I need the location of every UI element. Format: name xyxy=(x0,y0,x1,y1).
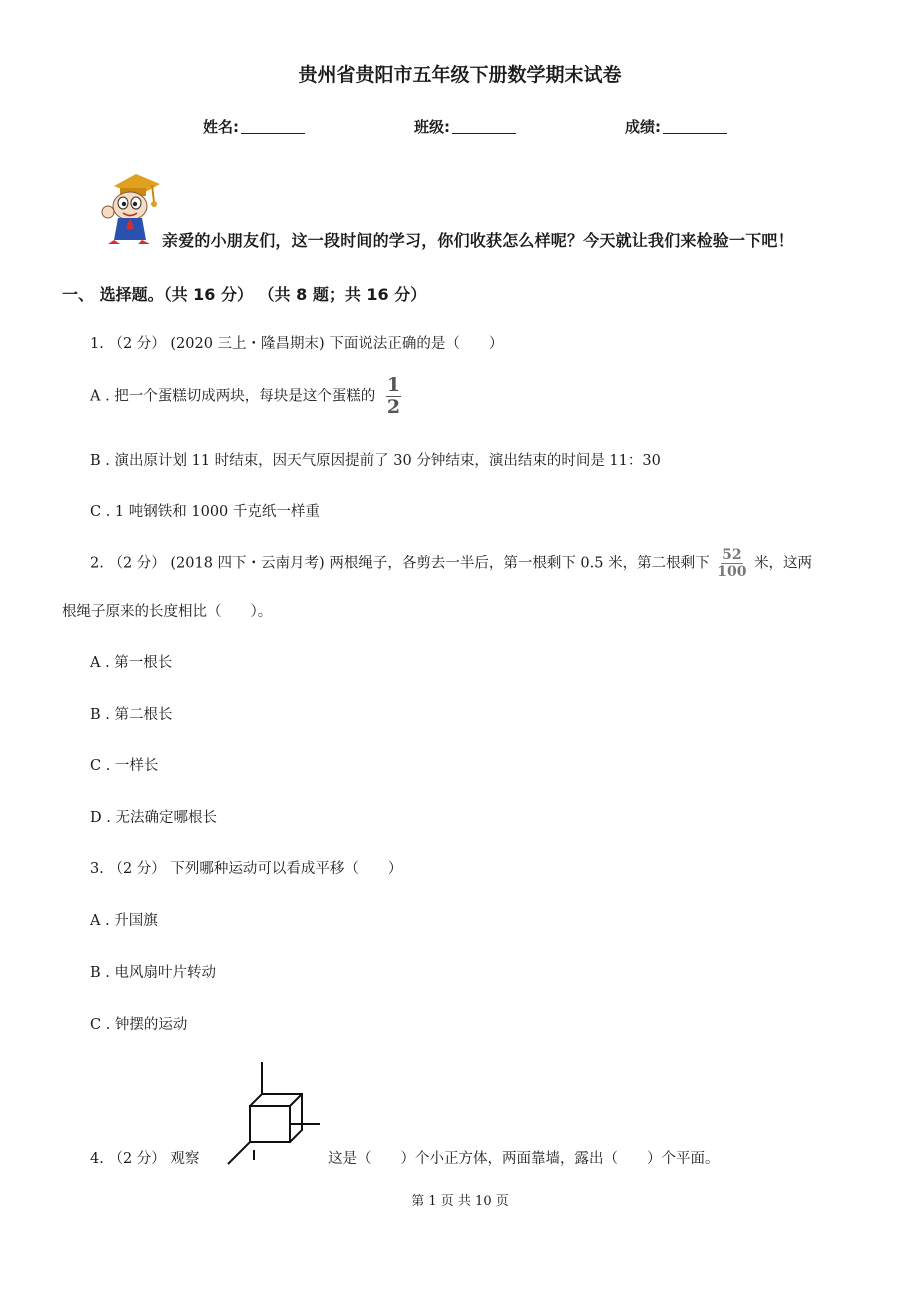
question-4-stem-suffix: 这是（ ）个小正方体，两面靠墙，露出（ ）个平面。 xyxy=(328,1151,720,1167)
question-2-option-d[interactable]: D . 无法确定哪根长 xyxy=(90,810,217,826)
question-2-stem-line2: 根绳子原来的长度相比（ ）。 xyxy=(62,604,273,620)
fraction-denominator: 100 xyxy=(717,564,747,580)
name-field xyxy=(203,116,305,137)
question-2-option-a[interactable]: A . 第一根长 xyxy=(90,655,173,671)
question-1-stem: 1. （2 分） (2020 三上・隆昌期末) 下面说法正确的是（ ） xyxy=(90,336,504,352)
fraction-numerator: 1 xyxy=(386,374,401,396)
question-2-stem xyxy=(90,548,812,579)
page-footer: 第 1 页 共 10 页 xyxy=(411,1194,509,1209)
class-label: 班级: xyxy=(414,118,450,136)
score-field xyxy=(625,116,727,137)
name-blank[interactable] xyxy=(241,119,305,134)
question-2-stem-part1: 2. （2 分） (2018 四下・云南月考) 两根绳子，各剪去一半后，第一根剩下 0.5 米，第二根剩下 xyxy=(90,555,710,572)
fraction-numerator: 52 xyxy=(722,547,742,563)
mascot-illustration xyxy=(90,168,168,246)
class-blank[interactable] xyxy=(452,119,516,134)
question-1-option-c[interactable]: C . 1 吨钢铁和 1000 千克纸一样重 xyxy=(90,504,320,520)
class-field xyxy=(414,116,516,137)
question-2-stem-part2: 米，这两 xyxy=(754,555,813,572)
question-4-stem-prefix: 4. （2 分） 观察 xyxy=(90,1151,200,1167)
option-text: A . 把一个蛋糕切成两块，每块是这个蛋糕的 xyxy=(90,388,376,405)
cube-corner-figure xyxy=(224,1060,324,1168)
question-2-option-b[interactable]: B . 第二根长 xyxy=(90,707,173,723)
greeting-text: 亲爱的小朋友们，这一段时间的学习，你们收获怎么样呢？今天就让我们来检验一下吧！ xyxy=(162,231,794,250)
question-1-option-b[interactable]: B . 演出原计划 11 时结束，因天气原因提前了 30 分钟结束，演出结束的时间是 11：30 xyxy=(90,453,661,469)
question-3-stem: 3. （2 分） 下列哪种运动可以看成平移（ ） xyxy=(90,861,403,877)
page-title: 贵州省贵阳市五年级下册数学期末试卷 xyxy=(298,64,622,86)
name-label: 姓名: xyxy=(203,118,239,136)
section-title-choice: 一、 选择题。（共 16 分） （共 8 题；共 16 分） xyxy=(62,285,427,304)
question-1-option-a[interactable] xyxy=(90,376,401,417)
fraction-one-half xyxy=(386,376,401,417)
fraction-52-100 xyxy=(717,548,746,579)
question-3-option-b[interactable]: B . 电风扇叶片转动 xyxy=(90,965,216,981)
question-2-option-c[interactable]: C . 一样长 xyxy=(90,758,159,774)
question-3-option-a[interactable]: A . 升国旗 xyxy=(90,913,158,929)
score-blank[interactable] xyxy=(663,119,727,134)
question-3-option-c[interactable]: C . 钟摆的运动 xyxy=(90,1017,188,1033)
score-label: 成绩: xyxy=(625,118,661,136)
fraction-denominator: 2 xyxy=(386,396,401,418)
